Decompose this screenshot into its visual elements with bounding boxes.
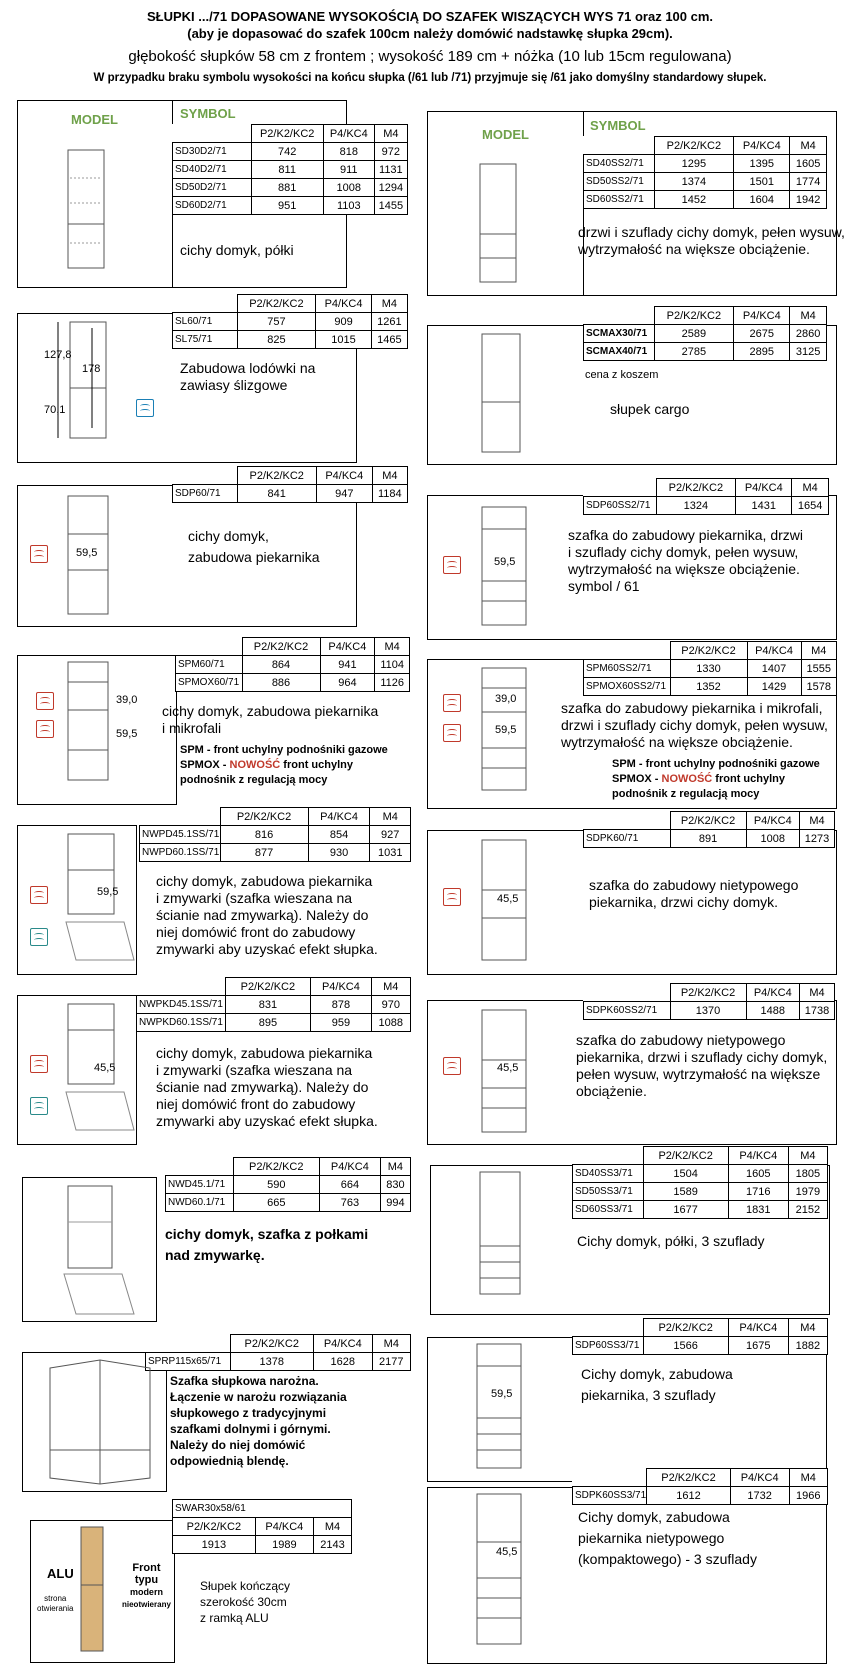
table-row: SDPK60SS3/71 1612 1732 1966 [573, 1487, 828, 1505]
price-table-sdp-ss2: P2/K2/KC2 P4/KC4 M4 SDP60SS2/71 1324 1431 1654 [583, 478, 829, 515]
cabinet-drawing [476, 1170, 526, 1300]
table-row: SDPK60SS2/71 1370 1488 1738 [584, 1002, 835, 1020]
table-row: SL75/71 825 1015 1465 [173, 331, 408, 349]
alu-label: ALU [47, 1566, 74, 1581]
price-table-sdp: P2/K2/KC2 P4/KC4 M4 SDP60/71 841 947 1184 [172, 466, 408, 503]
product-description: cichy domyk, półki [180, 242, 294, 258]
oven-icon [30, 886, 48, 904]
snowflake-icon [136, 399, 154, 417]
price-table-sprp: P2/K2/KC2 P4/KC4 M4 SPRP115x65/71 1378 1628 2177 [145, 1334, 411, 1371]
table-row: SD60SS2/71 1452 1604 1942 [584, 191, 827, 209]
price-table-sdp-ss3: P2/K2/KC2 P4/KC4 M4 SDP60SS3/71 1566 1675 1882 [572, 1318, 828, 1355]
table-row: SPRP115x65/71 1378 1628 2177 [146, 1353, 411, 1371]
table-row: SPM60SS2/71 1330 1407 1555 [584, 660, 837, 678]
microwave-icon [443, 694, 461, 712]
price-table-spm-ss2: P2/K2/KC2 P4/KC4 M4 SPM60SS2/71 1330 1407 1555 SPMOX60SS2/71 1352 1429 1578 [583, 641, 837, 696]
cabinet-drawing [75, 1525, 115, 1655]
table-row: SD50D2/71 881 1008 1294 [173, 179, 408, 197]
model-header: MODEL [71, 112, 118, 127]
oven-icon [443, 556, 461, 574]
table-row: SD60D2/71 951 1103 1455 [173, 197, 408, 215]
price-table-sl: P2/K2/KC2 P4/KC4 M4 SL60/71 757 909 1261 SL75/71 825 1015 1465 [172, 294, 408, 349]
table-row: NWPD60.1SS/71 877 930 1031 [140, 844, 411, 862]
dishwasher-icon [30, 1097, 48, 1115]
table-row: SD50SS3/71 1589 1716 1979 [573, 1183, 828, 1201]
table-row: NWPKD60.1SS/71 895 959 1088 [137, 1014, 411, 1032]
oven-icon [30, 545, 48, 563]
cabinet-drawing [60, 1182, 140, 1317]
price-table-sd-ss3: P2/K2/KC2 P4/KC4 M4 SD40SS3/71 1504 1605 1805 SD50SS3/71 1589 1716 1979 SD60SS3/71 1677 1831 2152 [572, 1146, 828, 1219]
table-row: SD40SS3/71 1504 1605 1805 [573, 1165, 828, 1183]
cabinet-drawing [64, 660, 114, 788]
oven-icon [443, 1057, 461, 1075]
cabinet-drawing [40, 1358, 160, 1488]
header-line-1: SŁUPKI .../71 DOPASOWANE WYSOKOŚCIĄ DO SZAFEK WISZĄCYCH WYS 71 oraz 100 cm. [146, 9, 714, 24]
table-row: NWD60.1/71 665 763 994 [166, 1194, 411, 1212]
table-row: SL60/71 757 909 1261 [173, 313, 408, 331]
oven-icon [30, 1055, 48, 1073]
price-table-scmax: P2/K2/KC2 P4/KC4 M4 SCMAX30/71 2589 2675 2860 SCMAX40/71 2785 2895 3125 [583, 306, 827, 361]
table-row: SD60SS3/71 1677 1831 2152 [573, 1201, 828, 1219]
header-line-4: W przypadku braku symbolu wysokości na końcu słupka (/61 lub /71) przyjmuje się /61 jako domyślny standardowy słupek. [93, 72, 767, 84]
price-table-nwd: P2/K2/KC2 P4/KC4 M4 NWD45.1/71 590 664 830 NWD60.1/71 665 763 994 [165, 1157, 411, 1212]
cabinet-drawing [473, 1492, 529, 1652]
oven-icon [36, 720, 54, 738]
table-row: NWPKD45.1SS/71 831 878 970 [137, 996, 411, 1014]
cabinet-drawing [50, 318, 120, 448]
table-row: 1913 1989 2143 [173, 1536, 352, 1554]
table-row: SD50SS2/71 1374 1501 1774 [584, 173, 827, 191]
price-table-sd-d2: P2/K2/KC2 P4/KC4 M4 SD30D2/71 742 818 972 SD40D2/71 811 911 1131 SD50D2/71 881 1008 1294 SD60D2/71 951 1103 1455 [172, 124, 408, 215]
price-table-nwpd: P2/K2/KC2 P4/KC4 M4 NWPD45.1SS/71 816 854 927 NWPD60.1SS/71 877 930 1031 [139, 807, 411, 862]
microwave-icon [36, 692, 54, 710]
price-table-sdpk: P2/K2/KC2 P4/KC4 M4 SDPK60/71 891 1008 1273 [583, 811, 835, 848]
header-line-3: głębokość słupków 58 cm z frontem ; wysokość 189 cm + nóżka (10 lub 15cm regulowana) [128, 48, 732, 65]
symbol-header: SYMBOL [180, 106, 236, 121]
price-table-sdpk-ss3: P2/K2/KC2 P4/KC4 M4 SDPK60SS3/71 1612 1732 1966 [572, 1468, 828, 1505]
cabinet-drawing [473, 1342, 529, 1474]
cabinet-drawing [476, 505, 536, 633]
table-row: SPMOX60/71 886 964 1126 [176, 674, 410, 692]
table-row: NWD45.1/71 590 664 830 [166, 1176, 411, 1194]
table-row: SDP60SS3/71 1566 1675 1882 [573, 1337, 828, 1355]
cabinet-drawing [478, 332, 528, 460]
oven-icon [443, 724, 461, 742]
table-row: SD30D2/71 742 818 972 [173, 143, 408, 161]
table-row: SD40D2/71 811 911 1131 [173, 161, 408, 179]
cabinet-drawing [474, 162, 524, 290]
table-row: SDP60SS2/71 1324 1431 1654 [584, 497, 829, 515]
header-line-2: (aby je dopasować do szafek 100cm należy domówić nadstawkę słupka 29cm). [187, 26, 673, 41]
price-table-sdpk-ss2: P2/K2/KC2 P4/KC4 M4 SDPK60SS2/71 1370 1488 1738 [583, 983, 835, 1020]
dishwasher-icon [30, 928, 48, 946]
price-table-spm: P2/K2/KC2 P4/KC4 M4 SPM60/71 864 941 1104 SPMOX60/71 886 964 1126 [175, 637, 410, 692]
price-table-swar: SWAR30x58/61 P2/K2/KC2 P4/KC4 M4 1913 1989 2143 [172, 1499, 352, 1554]
table-row: SDPK60/71 891 1008 1273 [584, 830, 835, 848]
table-row: NWPD45.1SS/71 816 854 927 [140, 826, 411, 844]
table-row: SCMAX30/71 2589 2675 2860 [584, 325, 827, 343]
table-row: SDP60/71 841 947 1184 [173, 485, 408, 503]
table-row: SPM60/71 864 941 1104 [176, 656, 410, 674]
price-table-nwpkd: P2/K2/KC2 P4/KC4 M4 NWPKD45.1SS/71 831 878 970 NWPKD60.1SS/71 895 959 1088 [136, 977, 411, 1032]
table-row: SPMOX60SS2/71 1352 1429 1578 [584, 678, 837, 696]
oven-icon [443, 888, 461, 906]
price-table-sd-ss2: P2/K2/KC2 P4/KC4 M4 SD40SS2/71 1295 1395 1605 SD50SS2/71 1374 1501 1774 SD60SS2/71 1452 1604 1942 [583, 136, 827, 209]
cabinet-drawing [60, 148, 110, 276]
table-row: SD40SS2/71 1295 1395 1605 [584, 155, 827, 173]
table-row: SCMAX40/71 2785 2895 3125 [584, 343, 827, 361]
